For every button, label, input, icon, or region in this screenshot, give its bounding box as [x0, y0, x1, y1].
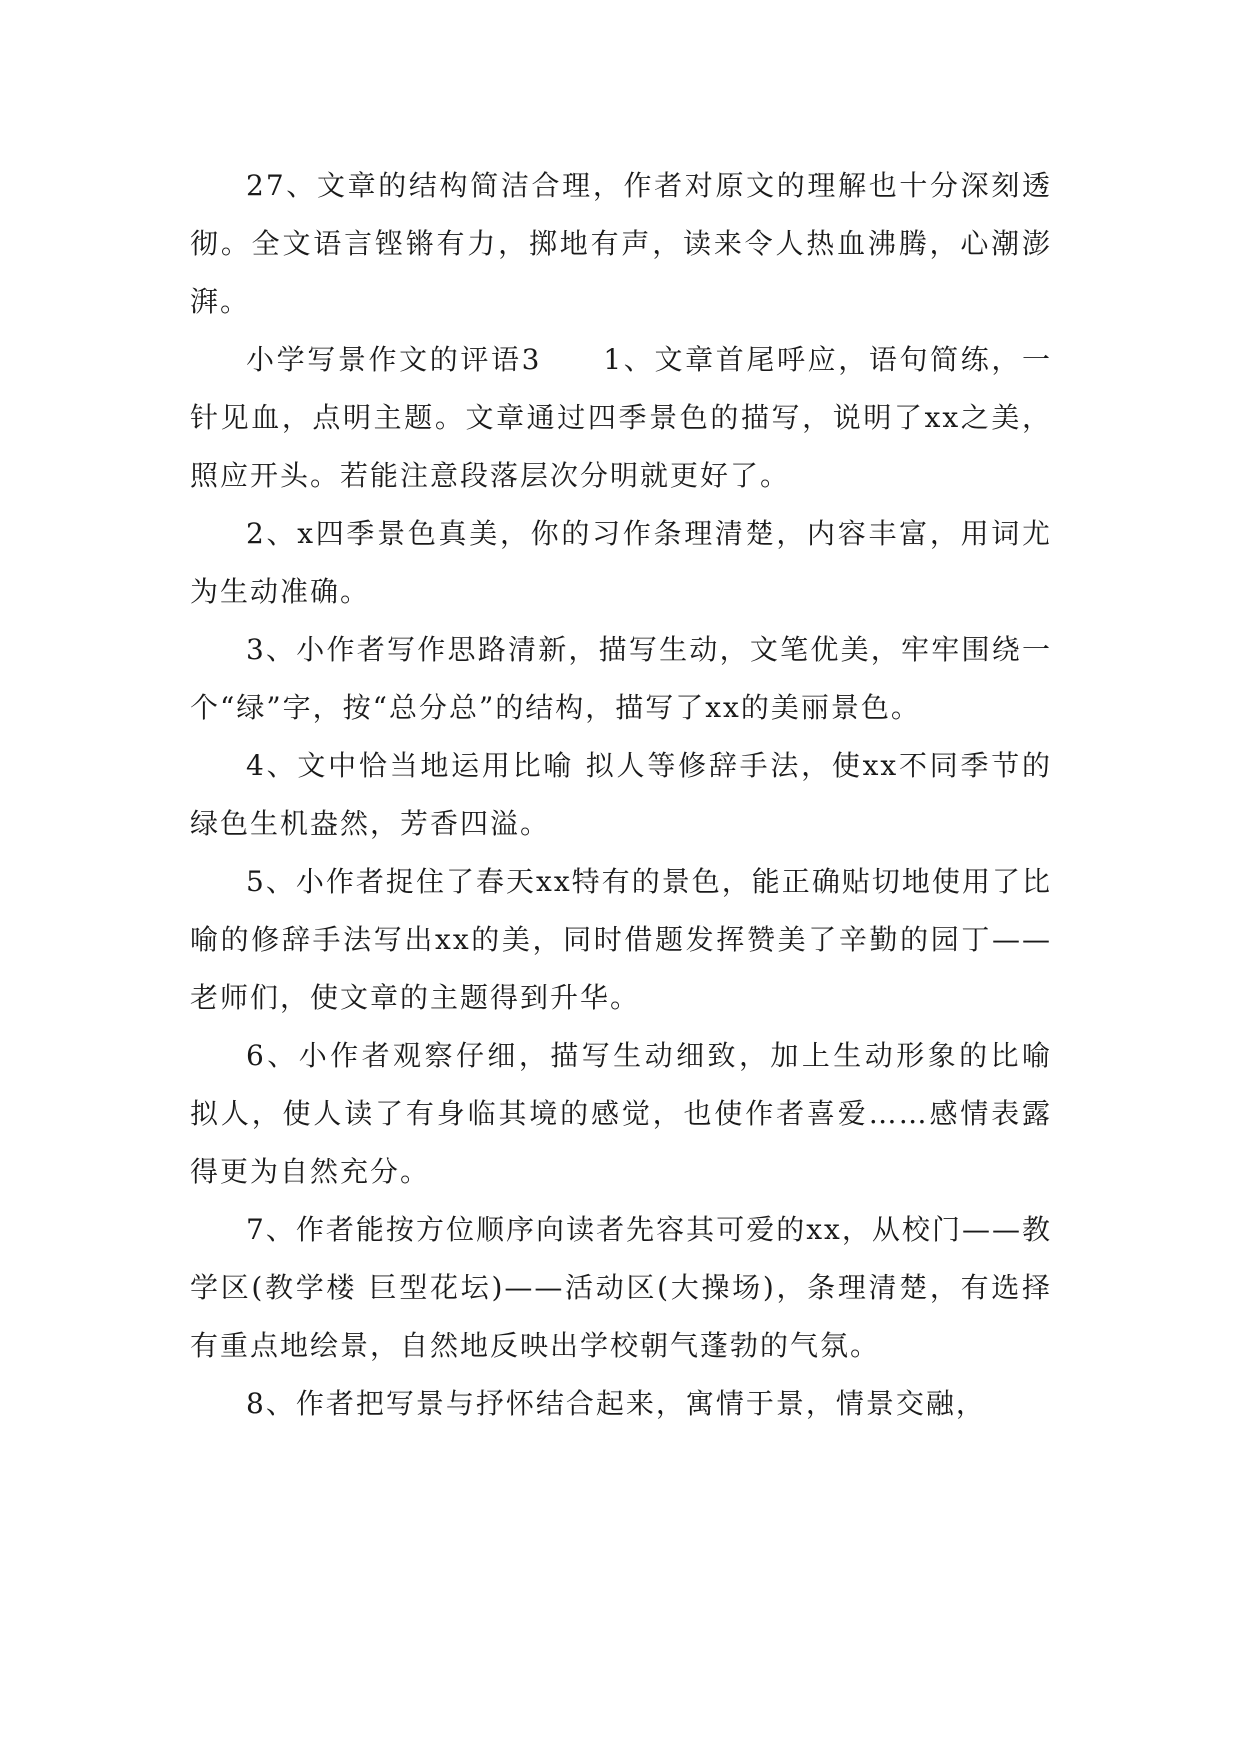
paragraph-item-8: 8、作者把写景与抒怀结合起来，寓情于景，情景交融， — [246, 1387, 986, 1420]
paragraph-item-5: 5、小作者捉住了春天xx特有的景色，能正确贴切地使用了比喻的修辞手法写出xx的美，同时借题发挥赞美了辛勤的园丁——老师们，使文章的主题得到升华。 — [190, 865, 1052, 1014]
paragraph-item-6: 6、小作者观察仔细，描写生动细致，加上生动形象的比喻 拟人，使人读了有身临其境的感觉，也使作者喜爱……感情表露得更为自然充分。 — [190, 1039, 1052, 1188]
document-body — [190, 157, 1052, 1433]
paragraph-item-2: 2、x四季景色真美，你的习作条理清楚，内容丰富，用词尤为生动准确。 — [190, 517, 1052, 608]
paragraph-item-4: 4、文中恰当地运用比喻 拟人等修辞手法，使xx不同季节的绿色生机盎然，芳香四溢。 — [190, 749, 1052, 840]
paragraph-item-7: 7、作者能按方位顺序向读者先容其可爱的xx，从校门——教学区(教学楼 巨型花坛)——活动区(大操场)，条理清楚，有选择 有重点地绘景，自然地反映出学校朝气蓬勃的气氛。 — [190, 1213, 1052, 1362]
paragraph-section-3-item-1: 小学写景作文的评语3 1、文章首尾呼应，语句简练，一针见血，点明主题。文章通过四季景色的描写，说明了xx之美，照应开头。若能注意段落层次分明就更好了。 — [190, 343, 1052, 492]
paragraph-27: 27、文章的结构简洁合理，作者对原文的理解也十分深刻透彻。全文语言铿锵有力，掷地有声，读来令人热血沸腾，心潮澎湃。 — [190, 169, 1052, 318]
paragraph-item-3: 3、小作者写作思路清新，描写生动，文笔优美，牢牢围绕一个“绿”字，按“总分总”的结构，描写了xx的美丽景色。 — [190, 633, 1052, 724]
